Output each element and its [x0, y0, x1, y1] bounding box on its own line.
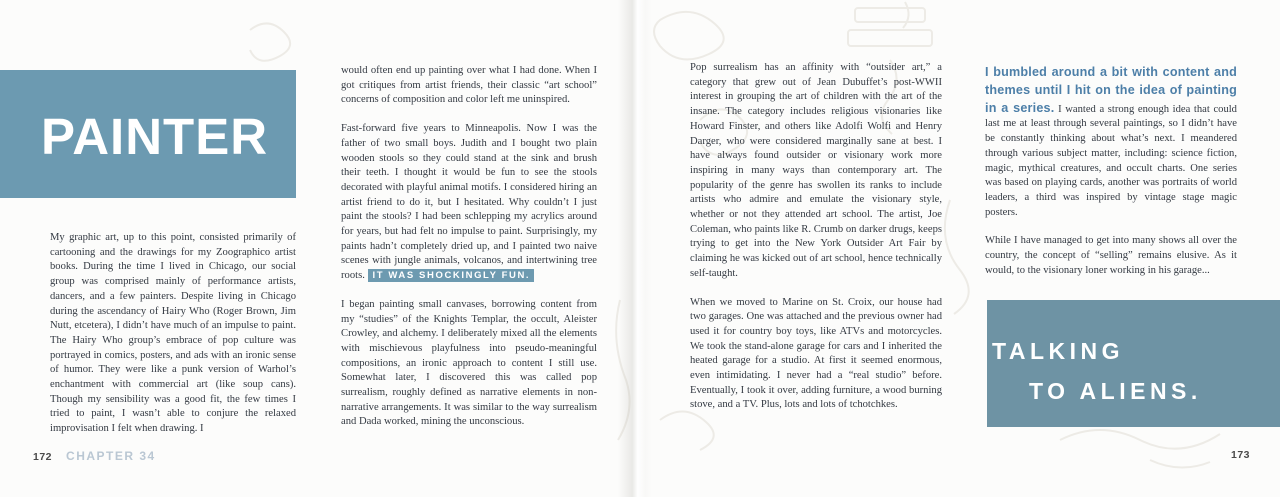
- lead-in-sentence: I bumbled around a bit with content and themes until I hit on the idea of painting in a series.: [985, 65, 1237, 115]
- section-title-line-2: TO ALIENS.: [1029, 378, 1202, 404]
- right-page-column-2: [985, 64, 1237, 278]
- body-paragraph: My graphic art, up to this point, consisted primarily of cartooning and the drawings for my Zoographico artist books. During the time I lived in Chicago, our social group was comprised mainly of performance artists, dancers, and a few painters. Despite living in Chicago during the ascendancy of Hairy Who (Roger Brown, Jim Nutt, etcetera), I didn’t have much of an impulse to paint. The Hairy Who group’s embrace of pop culture was portrayed in comics, posters, and ads with an ironic sense of humor. They were like a punk version of Warhol’s enchantment with commercial art (like soup cans). Though my sensibility was a good fit, the few times I tried to paint, I wasn’t able to conjure the relaxed improvisation I felt when drawing. I: [50, 232, 296, 435]
- paragraph-text: I wanted a strong enough idea that could last me at least through several paintings, so I didn’t have be constantly thinking about what’s next. I meandered through various subject matter, including: science fiction, magic, mythical creatures, and occult charts. One series was based on playing cards, another was portraits of world leaders, a third was inspired by vintage stage magic posters.: [985, 103, 1237, 218]
- chapter-title-box: [0, 70, 296, 198]
- body-paragraph: I began painting small canvases, borrowing content from my “studies” of the Knights Templar, the occult, Aleister Crowley, and alchemy. I deliberately mixed all the elements with mischievous playfulness into pseudo-meaningful compositions, an ironic approach to content I still use. Somewhat later, I discovered this was called pop surrealism, roughly defined as narrative elements in non-narrative arrangements. It was similar to the way surrealism and Dada worked, mining the unconscious.: [341, 298, 597, 428]
- highlight-callout: IT WAS SHOCKINGLY FUN.: [368, 269, 535, 282]
- chapter-label: CHAPTER 34: [66, 449, 156, 463]
- body-paragraph: When we moved to Marine on St. Croix, our house had two garages. One was attached and the previous owner had used it for country boy toys, like ATVs and motorcycles. We took the stand-alone garage for cars and I inherited the heated garage for a studio. At first it seemed enormous, even intimidating. I never had a “real studio” before. Eventually, I took it over, adding furniture, a wood burning stove, and a TV. Plus, lots and lots of tchotchkes.: [690, 296, 942, 411]
- chapter-title: PAINTER: [41, 107, 269, 165]
- left-page-column-2: [341, 64, 597, 430]
- right-page-footer: [1231, 449, 1250, 461]
- section-title-box: [987, 300, 1280, 427]
- body-paragraph: Pop surrealism has an affinity with “outsider art,” a category that grew out of Jean Dubuffet’s post-WWII interest in grouping the art of children with the art of the insane. The category includes religious visionaries like Howard Finster, and others like Adolfi Wolfi and Henry Darger, who were considered marginally sane at best. I have always found outsider or visionary work more inspiring in many ways than contemporary art. The popularity of the genre has swollen its ranks to include artists who admire and emulate the visionary style, whether or not they attended art school. The artist, Joe Coleman, who paints like R. Crumb on darker drugs, keeps trying to get into the New York Outsider Art Fair by claiming he was kicked out of art school, hence technically self-taught.: [690, 62, 942, 279]
- body-paragraph: would often end up painting over what I had done. When I got critiques from artist friends, their classic “art school” concerns of composition and color left me uninspired.: [341, 65, 597, 106]
- page-number: 172: [33, 451, 53, 463]
- body-paragraph: While I have managed to get into many shows all over the country, the concept of “selling” remains elusive. As it would, to the visionary loner working in his garage...: [985, 235, 1237, 276]
- left-page-footer: [33, 449, 156, 463]
- left-page-column-1: [50, 231, 296, 437]
- body-paragraph: [985, 64, 1237, 220]
- section-title-line-1: TALKING: [992, 338, 1125, 364]
- page-number: 173: [1231, 449, 1251, 461]
- right-page-column-1: [690, 61, 942, 413]
- body-paragraph: [341, 122, 597, 284]
- page-fold-shadow: [618, 0, 652, 497]
- paragraph-text: Fast-forward five years to Minneapolis. Now I was the father of two small boys. Judith and I bought two plain wooden stools so they could stand at the sink and brush their teeth. I thought it would be fun to see the stools decorated with playful animal motifs. I considered hiring an artist friend to do it, but I hesitated. Why couldn’t I just paint the stools? I had been schlepping my acrylics around for years, but had felt no impulse to paint. Surprisingly, my paints hadn’t completely dried up, and I painted two naive scenes with jungle animals, volcanos, and intertwining tree roots.: [341, 123, 597, 282]
